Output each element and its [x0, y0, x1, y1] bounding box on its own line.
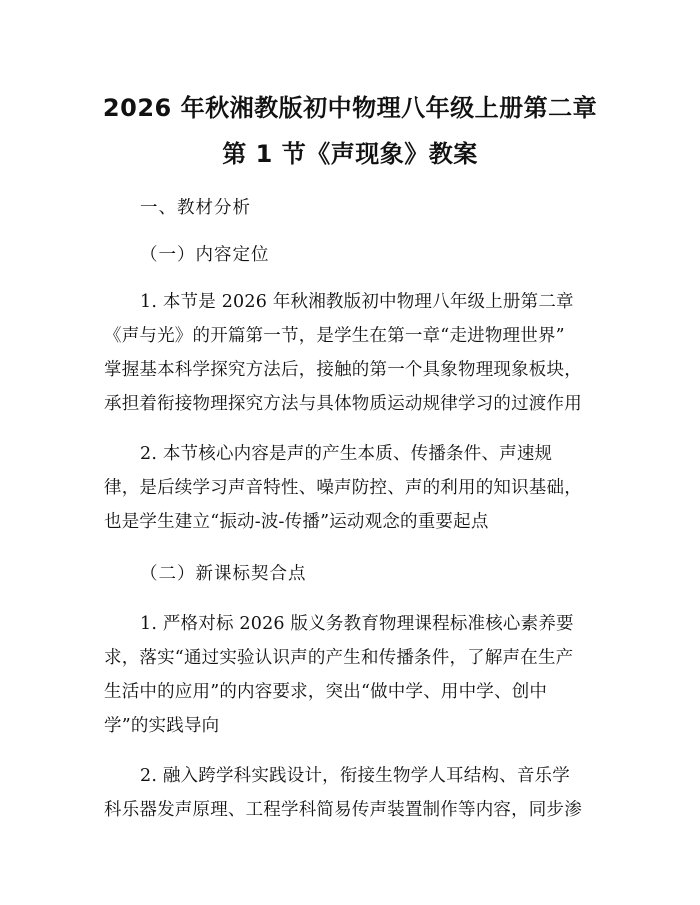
paragraph-line: 生活中的应用”的内容要求，突出“做中学、用中学、创中 — [104, 682, 548, 702]
section-heading-textbook-analysis: 一、教材分析 — [140, 198, 251, 218]
paragraph-line: 求，落实“通过实验认识声的产生和传播条件，了解声在生产 — [104, 648, 574, 668]
paragraph-line: 学”的实践导向 — [104, 716, 220, 736]
subsection-heading-content-positioning: （一）内容定位 — [140, 245, 270, 265]
paragraph-line: 科乐器发声原理、工程学科简易传声装置制作等内容，同步渗 — [104, 800, 582, 820]
paragraph-line: 1. 本节是 2026 年秋湘教版初中物理八年级上册第二章 — [140, 292, 574, 312]
paragraph-line: 承担着衔接物理探究方法与具体物质运动规律学习的过渡作用 — [104, 394, 582, 414]
subsection-heading-curriculum-fit: （二）新课标契合点 — [140, 564, 307, 584]
paragraph-line: 2. 本节核心内容是声的产生本质、传播条件、声速规 — [140, 444, 553, 464]
paragraph-line: 1. 严格对标 2026 版义务教育物理课程标准核心素养要 — [140, 614, 574, 634]
document-title-line-2: 第 1 节《声现象》教案 — [222, 140, 478, 168]
paragraph-line: 《声与光》的开篇第一节，是学生在第一章“走进物理世界” — [104, 326, 565, 346]
paragraph-line: 掌握基本科学探究方法后，接触的第一个具象物理现象板块， — [104, 360, 582, 380]
paragraph-line: 律，是后续学习声音特性、噪声防控、声的利用的知识基础， — [104, 478, 582, 498]
paragraph-line: 2. 融入跨学科实践设计，衔接生物学人耳结构、音乐学 — [140, 766, 570, 786]
document-title-line-1: 2026 年秋湘教版初中物理八年级上册第二章 — [102, 94, 598, 122]
paragraph-line: 也是学生建立“振动-波-传播”运动观念的重要起点 — [104, 512, 489, 532]
